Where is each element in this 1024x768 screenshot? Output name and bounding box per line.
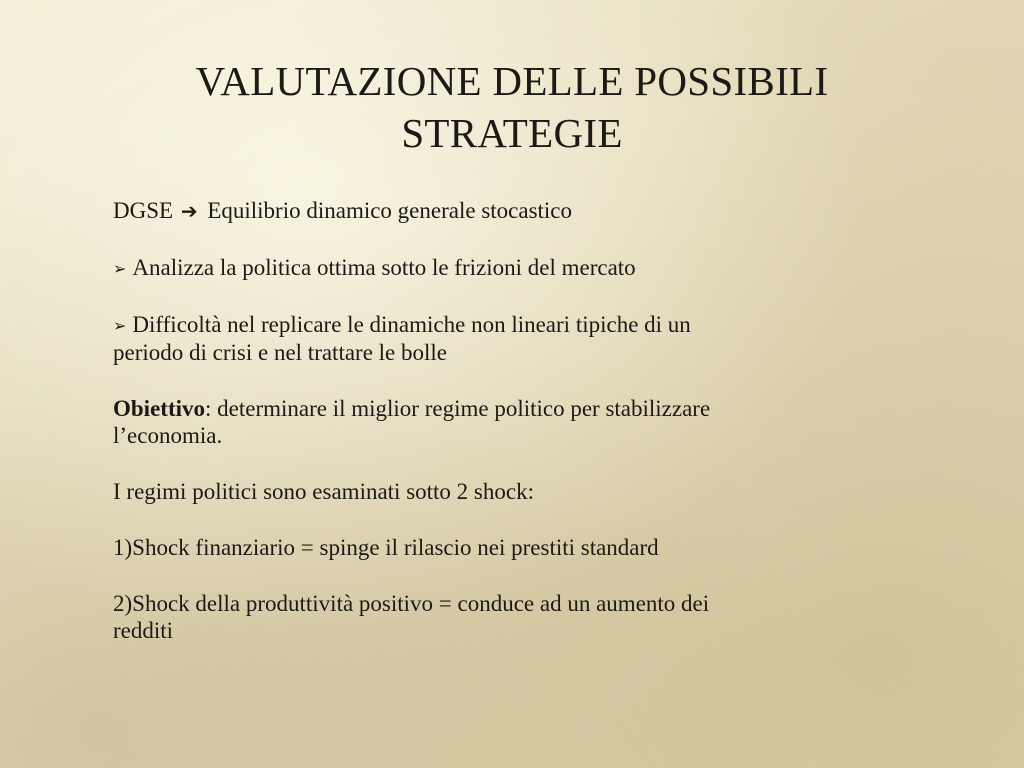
shock-item-2-line-2: redditi xyxy=(113,618,174,643)
shock-item-2 xyxy=(113,590,873,644)
slide-body xyxy=(113,197,873,673)
slide-title xyxy=(100,55,924,159)
shock-item-2-line-1: 2)Shock della produttività positivo = conduce ad un aumento dei xyxy=(113,591,710,616)
shock-item-1: 1)Shock finanziario = spinge il rilascio nei prestiti standard xyxy=(113,535,659,560)
objective-paragraph xyxy=(113,395,873,449)
objective-text-line-1: : determinare il miglior regime politico per stabilizzare xyxy=(205,396,711,421)
bullet-item-2 xyxy=(113,311,873,366)
dgse-definition: Equilibrio dinamico generale stocastico xyxy=(207,198,573,223)
bullet-item-2-text-line-1: Difficoltà nel replicare le dinamiche non lineari tipiche di un xyxy=(132,312,691,337)
arrowhead-bullet-icon: ➢ xyxy=(113,259,127,278)
title-line-1: VALUTAZIONE DELLE POSSIBILI xyxy=(195,58,829,104)
regimes-intro: I regimi politici sono esaminati sotto 2 shock: xyxy=(113,479,534,504)
objective-label: Obiettivo xyxy=(113,396,205,421)
dgse-label: DGSE xyxy=(113,198,174,223)
dgse-definition-line xyxy=(113,197,873,225)
bullet-item-2-text-line-2: periodo di crisi e nel trattare le bolle xyxy=(113,340,448,365)
objective-text-line-2: l’economia. xyxy=(113,423,223,448)
arrowhead-bullet-icon: ➢ xyxy=(113,316,127,335)
title-line-2: STRATEGIE xyxy=(401,110,623,156)
bullet-item-1-text: Analizza la politica ottima sotto le frizioni del mercato xyxy=(132,255,636,280)
bullet-item-1 xyxy=(113,254,873,282)
right-arrow-icon: ➔ xyxy=(180,199,198,223)
